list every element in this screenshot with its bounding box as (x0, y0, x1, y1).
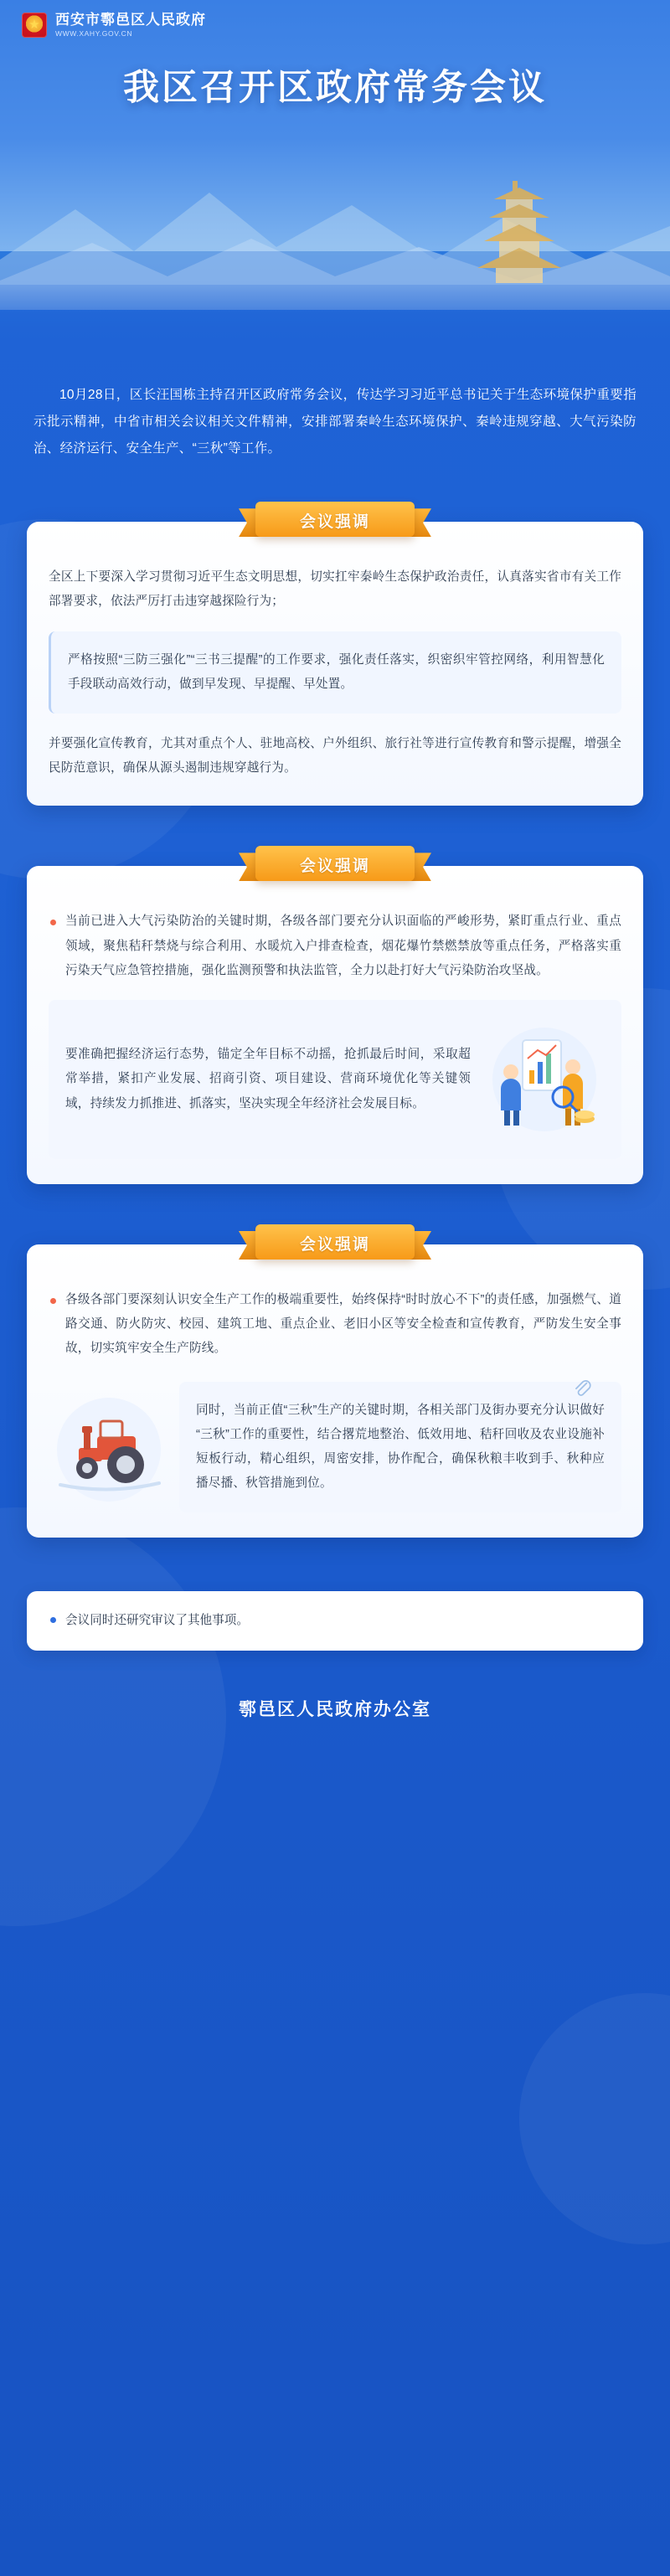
section-2-para-2: 要准确把握经济运行态势，锚定全年目标不动摇，抢抓最后时间，采取超常举措，紧扣产业发展、招商引资、项目建设、营商环境优化等关键领域，持续发力抓推进、抓落实，坚决实现全年经济社会发展目标。 (65, 1048, 471, 1110)
gov-identity-bar (0, 0, 670, 38)
page-header (0, 0, 670, 360)
section-2-highlight-box (49, 1000, 621, 1159)
section-3 (27, 1235, 643, 1538)
decor-circle-4 (519, 1993, 670, 2244)
lead-paragraph: 10月28日，区长汪国栋主持召开区政府常务会议，传达学习习近平总书记关于生态环境保护重要指示批示精神，中省市相关会议相关文件精神，安排部署秦岭生态环境保护、秦岭违规穿越、大气污染防治、经济运行、安全生产、“三秋”等工作。 (34, 388, 636, 456)
section-3-para-1: 各级各部门要深刻认识安全生产工作的极端重要性，始终保持“时时放心不下”的责任感，加强燃气、道路交通、防火防灾、校园、建筑工地、重点企业、老旧小区等安全检查和宣传教育，严防发生安全事故，切实筑牢安全生产防线。 (49, 1288, 621, 1362)
section-1-para-1: 全区上下要深入学习贯彻习近平生态文明思想，切实扛牢秦岭生态保护政治责任，认真落实省市有关工作部署要求，依法严厉打击违穿越探险行为； (49, 570, 621, 609)
paperclip-icon (571, 1377, 593, 1399)
signature: 鄠邑区人民政府办公室 (239, 1699, 431, 1719)
section-2-para-1: 当前已进入大气污染防治的关键时期，各级各部门要充分认识面临的严峻形势，紧盯重点行业、重点领域，聚焦秸秆禁烧与综合利用、水暖炕入户排查检查，烟花爆竹禁燃禁放等重点任务，严格落实重污染天气应急管控措施，强化监测预警和执法监管，全力以赴打好大气污染防治攻坚战。 (49, 909, 621, 983)
section-1 (27, 513, 643, 806)
section-1-para-2: 严格按照“三防三强化”“三书三提醒”的工作要求，强化责任落实，织密织牢管控网络，利用智慧化手段联动高效行动，做到早发现、早提醒、早处置。 (68, 652, 605, 691)
section-2-card (27, 866, 643, 1184)
section-1-card (27, 522, 643, 806)
section-2-title: 会议强调 (299, 858, 370, 876)
section-2-ribbon (239, 846, 431, 886)
section-3-title: 会议强调 (299, 1235, 370, 1254)
section-3-para-2: 同时，当前正值“三秋”生产的关键时期，各相关部门及街办要充分认识做好“三秋”工作的重要性，结合撂荒地整治、低效用地、秸秆回收及农业设施补短板行动，精心组织，周密安排，协作配合，确保秋粮丰收到手、秋种应播尽播、秋管措施到位。 (196, 1403, 605, 1491)
closing-note (27, 1591, 643, 1650)
tractor-illustration (49, 1384, 174, 1510)
people-with-chart-illustration (479, 1017, 605, 1142)
section-1-title: 会议强调 (299, 513, 370, 532)
section-2 (27, 858, 643, 1184)
pagoda-icon (469, 174, 570, 283)
gov-url: WWW.XAHY.GOV.CN (55, 28, 133, 38)
header-wave (0, 285, 670, 360)
national-emblem-icon (22, 13, 47, 38)
closing-note-text: 会议同时还研究审议了其他事项。 (49, 1610, 621, 1631)
page-title: 我区召开区政府常务会议 (123, 68, 547, 109)
section-3-ribbon (239, 1224, 431, 1265)
gov-name: 西安市鄠邑区人民政府 (55, 12, 206, 28)
section-1-highlight-box (49, 631, 621, 714)
section-1-ribbon (239, 502, 431, 542)
section-1-para-3: 并要强化宣传教育，尤其对重点个人、驻地高校、户外组织、旅行社等进行宣传教育和警示提醒，增强全民防范意识，确保从源头遏制违规穿越行为。 (49, 737, 621, 775)
section-3-card (27, 1244, 643, 1538)
